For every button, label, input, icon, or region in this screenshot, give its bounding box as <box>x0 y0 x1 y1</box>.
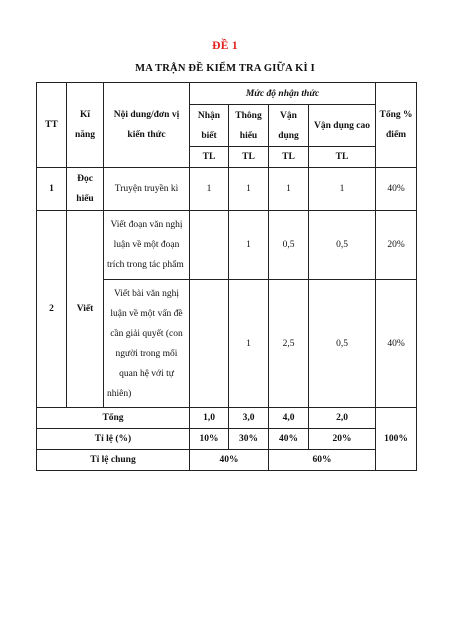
exam-number-heading: ĐỀ 1 <box>212 40 238 52</box>
header-level-recognition: Nhận biết <box>190 105 229 147</box>
row-number: 1 <box>37 168 67 211</box>
table-row <box>37 168 417 211</box>
overall-ratio-row <box>37 450 417 471</box>
row-number: 2 <box>37 211 67 408</box>
row-skill: Đọc hiểu <box>67 168 104 211</box>
table-row <box>37 211 417 280</box>
row-value <box>190 280 229 408</box>
row-value: 0,5 <box>309 211 376 280</box>
header-content: Nội dung/đơn vị kiến thức <box>104 83 190 168</box>
overall-ratio-label: Tỉ lệ chung <box>37 450 190 471</box>
header-question-type: TL <box>309 147 376 168</box>
header-skill: Kĩ năng <box>67 83 104 168</box>
row-value: 2,5 <box>269 280 309 408</box>
header-question-type: TL <box>190 147 229 168</box>
header-total-percent: Tổng % điểm <box>376 83 417 168</box>
row-total: 20% <box>376 211 417 280</box>
header-cognitive-level: Mức độ nhận thức <box>190 83 376 105</box>
table-header-row <box>37 83 417 105</box>
header-question-type: TL <box>269 147 309 168</box>
row-value: 0,5 <box>309 280 376 408</box>
row-value: 0,5 <box>269 211 309 280</box>
header-level-application: Vận dụng <box>269 105 309 147</box>
row-total: 40% <box>376 168 417 211</box>
row-content: Viết bài văn nghị luận về một vấn đề cần giải quyết (con người trong mối quan hệ với tự nhiên) <box>104 280 190 408</box>
header-level-comprehension: Thông hiểu <box>229 105 269 147</box>
row-value: 1 <box>190 168 229 211</box>
overall-ratio-value: 60% <box>269 450 376 471</box>
row-value: 1 <box>269 168 309 211</box>
total-value: 3,0 <box>229 408 269 429</box>
row-value: 1 <box>229 211 269 280</box>
ratio-value: 30% <box>229 429 269 450</box>
overall-ratio-value: 40% <box>190 450 269 471</box>
header-question-type: TL <box>229 147 269 168</box>
row-skill: Viết <box>67 211 104 408</box>
total-label: Tổng <box>37 408 190 429</box>
ratio-value: 10% <box>190 429 229 450</box>
ratio-value: 40% <box>269 429 309 450</box>
ratio-value: 20% <box>309 429 376 450</box>
header-tt: TT <box>37 83 67 168</box>
ratio-label: Tỉ lệ (%) <box>37 429 190 450</box>
total-row <box>37 408 417 429</box>
header-level-high-application: Vận dụng cao <box>309 105 376 147</box>
row-content: Truyện truyền kì <box>104 168 190 211</box>
row-content: Viết đoạn văn nghị luận về một đoạn trích trong tác phẩm <box>104 211 190 280</box>
assessment-matrix-table <box>36 82 417 471</box>
row-total: 40% <box>376 280 417 408</box>
document-title: MA TRẬN ĐỀ KIỂM TRA GIỮA KÌ I <box>135 63 315 74</box>
ratio-row <box>37 429 417 450</box>
total-value: 4,0 <box>269 408 309 429</box>
row-value: 1 <box>229 280 269 408</box>
total-value: 1,0 <box>190 408 229 429</box>
row-value: 1 <box>229 168 269 211</box>
total-value: 2,0 <box>309 408 376 429</box>
grand-total: 100% <box>376 408 417 471</box>
row-value: 1 <box>309 168 376 211</box>
row-value <box>190 211 229 280</box>
